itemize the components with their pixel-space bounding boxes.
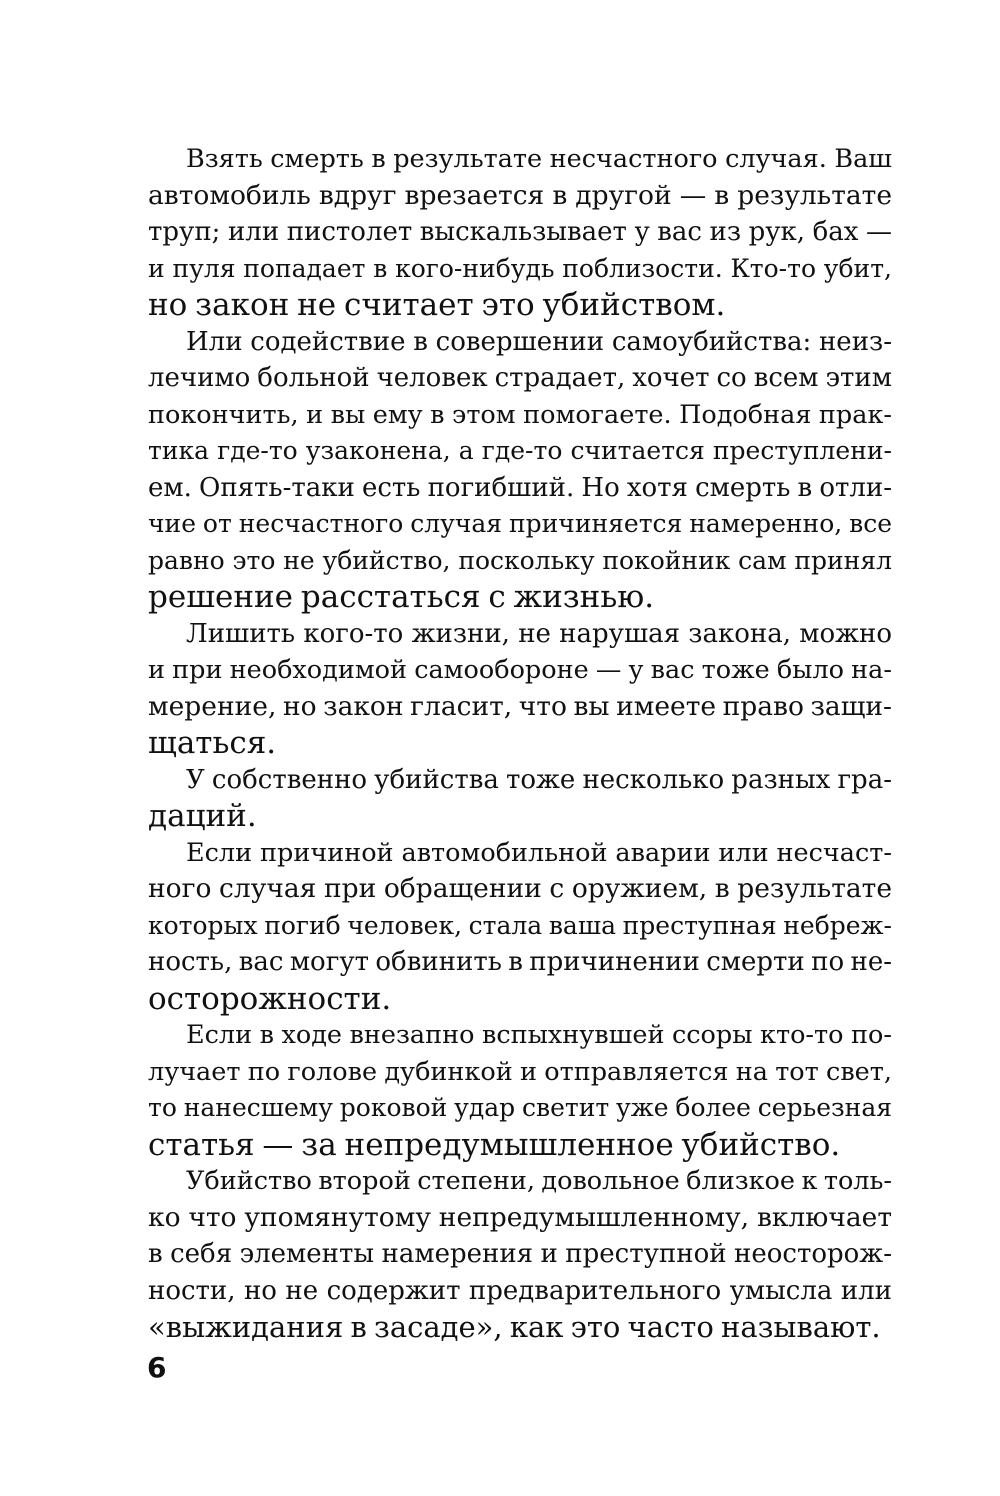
text-line: автомобиль вдруг врезается в другой — в результате xyxy=(148,179,892,211)
text-line: равно это не убийство, поскольку покойник сам принял xyxy=(148,545,892,575)
paragraph xyxy=(148,1017,892,1163)
text-line: Или содействие в совершении самоубийства: неиз- xyxy=(186,326,892,357)
body-text xyxy=(148,141,892,1346)
text-line: статья — за непредумышленное убийство. xyxy=(148,1126,841,1163)
paragraph xyxy=(148,324,892,616)
paragraph xyxy=(148,835,892,1018)
text-line: в себя элементы намерения и преступной неосторож- xyxy=(148,1239,892,1269)
text-line: которых погиб человек, стала ваша преступная небреж- xyxy=(148,910,892,940)
text-line: ко что упомянутому непредумышленному, включает xyxy=(148,1201,892,1233)
text-line: «выжидания в засаде», как это часто называют. xyxy=(148,1310,881,1344)
text-line: лучает по голове дубинкой и отправляется на тот свет, xyxy=(148,1056,892,1087)
text-line: осторожности. xyxy=(148,980,392,1017)
text-line: щаться. xyxy=(148,725,277,761)
paragraph xyxy=(148,616,892,762)
paragraph xyxy=(148,762,892,835)
text-line: даций. xyxy=(148,798,257,834)
text-line: Если в ходе внезапно вспыхнувшей ссоры кто-то по- xyxy=(186,1020,892,1050)
text-line: Убийство второй степени, довольное близкое к толь- xyxy=(186,1166,892,1196)
paragraph xyxy=(148,1163,892,1346)
text-line: то нанесшему роковой удар светит уже более серьезная xyxy=(148,1093,892,1122)
text-line: мерение, но закон гласит, что вы имеете право защи- xyxy=(148,690,892,722)
text-line: труп; или пистолет выскальзывает у вас из рук, бах — xyxy=(148,217,892,247)
text-line: У собственно убийства тоже несколько разных гра- xyxy=(186,764,892,795)
text-line: но закон не считает это убийством. xyxy=(148,287,726,323)
text-line: ем. Опять-таки есть погибший. Но хотя смерть в отли- xyxy=(148,472,892,503)
text-line: ность, вас могут обвинить в причинении смерти по не- xyxy=(148,947,892,977)
text-line: Лишить кого-то жизни, не нарушая закона, можно xyxy=(186,618,892,649)
text-line: ности, но не содержит предварительного умысла или xyxy=(148,1275,892,1306)
text-line: Взять смерть в результате несчастного случая. Ваш xyxy=(186,144,892,174)
text-line: решение расстаться с жизнью. xyxy=(148,579,655,615)
text-line: покончить, и вы ему в этом помогаете. Подобная прак- xyxy=(148,399,892,430)
text-line: ного случая при обращении с оружием, в результате xyxy=(148,873,892,904)
text-line: лечимо больной человек страдает, хочет со всем этим xyxy=(148,363,892,393)
text-line: Если причиной автомобильной аварии или несчаст- xyxy=(186,837,892,868)
text-line: и при необходимой самообороне — у вас тоже было на- xyxy=(148,655,892,685)
page-number: 6 xyxy=(147,1351,167,1384)
text-line: чие от несчастного случая причиняется намеренно, все xyxy=(148,509,892,538)
text-line: тика где-то узаконена, а где-то считается преступлени- xyxy=(148,436,892,465)
text-line: и пуля попадает в кого-нибудь поблизости. Кто-то убит, xyxy=(148,253,892,283)
paragraph xyxy=(148,141,892,324)
